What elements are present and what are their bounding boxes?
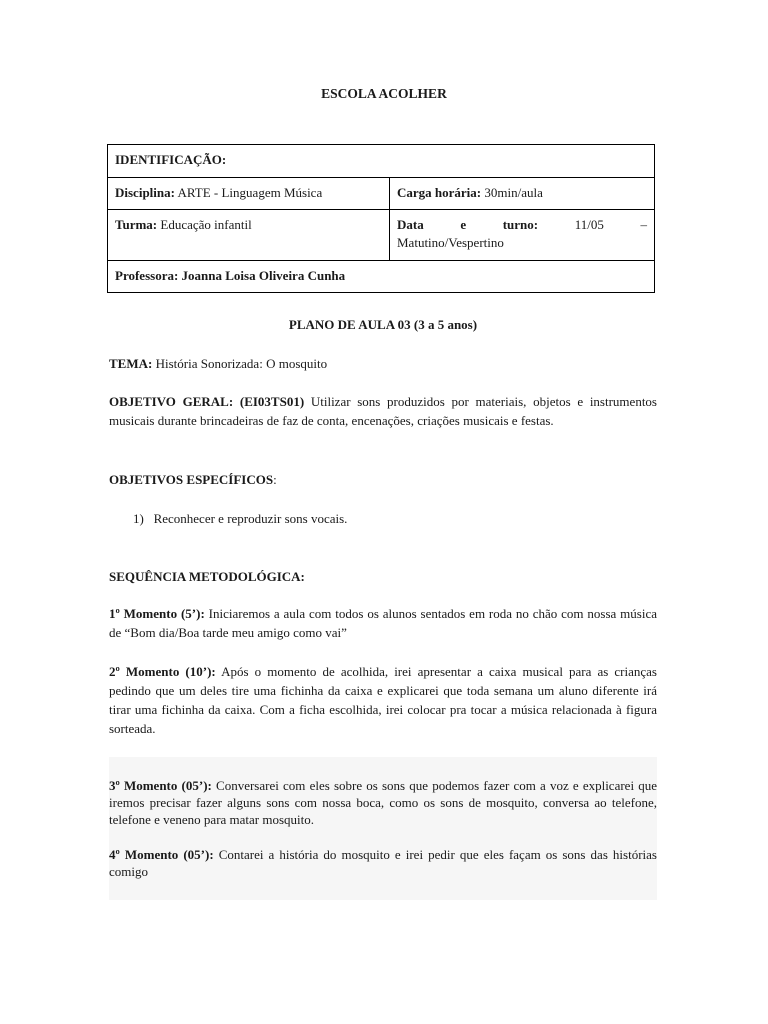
carga-value: 30min/aula [481, 185, 543, 200]
professora-cell [108, 261, 655, 293]
data-turno-cell [390, 210, 655, 261]
turno-value: Matutino/Vespertino [397, 235, 504, 250]
carga-horaria-cell [390, 178, 655, 210]
objetivos-especificos-title: OBJETIVOS ESPECÍFICOS: [109, 472, 277, 487]
turma-cell [108, 210, 390, 261]
objetivo-geral: OBJETIVO GERAL: (EI03TS01) Utilizar sons produzidos por materiais, objetos e instrumentos musicais durante brincadeiras de faz de conta, encenações, criações musicais e festas. [109, 394, 657, 428]
carga-label: Carga horária: [397, 185, 482, 200]
data-value: 11/05 [574, 217, 604, 232]
data-turno-line: Data e turno: 11/05 – [397, 217, 647, 232]
moment-4: 4º Momento (05’): Contarei a história do mosquito e irei pedir que eles façam os sons das histórias comigo [109, 847, 657, 879]
turma-value: Educação infantil [157, 217, 252, 232]
disciplina-cell [108, 178, 390, 210]
identification-header: IDENTIFICAÇÃO: [108, 145, 655, 178]
school-name: ESCOLA ACOLHER [321, 86, 447, 101]
sequencia-title: SEQUÊNCIA METODOLÓGICA: [109, 569, 305, 584]
moment-3: 3º Momento (05’): Conversarei com eles sobre os sons que podemos fazer com a voz e explicarei que iremos precisar fazer alguns sons com nossa boca, como os sons de mosquito, conversa ao telefone, telefone e veneno para matar mosquito. [109, 778, 657, 827]
plan-title: PLANO DE AULA 03 (3 a 5 anos) [288, 317, 478, 332]
moment-1: 1º Momento (5’): Iniciaremos a aula com todos os alunos sentados em roda no chão com nossa música de “Bom dia/Boa tarde meu amigo como vai” [109, 606, 657, 640]
turma-label: Turma: [115, 217, 158, 232]
disciplina-label: Disciplina: [115, 185, 175, 200]
disciplina-value: ARTE - Linguagem Música [174, 185, 323, 200]
identification-table [107, 144, 655, 293]
moment-2: 2º Momento (10’): Após o momento de acolhida, irei apresentar a caixa musical para as crianças pedindo que um deles tire uma fichinha da caixa e explicarei que toda semana um aluno diferente irá tirar uma fichinha da caixa. Com a ficha escolhida, irei colocar pra tocar a música relacionada à figura sorteada. [109, 664, 657, 736]
tema: TEMA: História Sonorizada: O mosquito [109, 356, 328, 371]
list-item: 1) Reconhecer e reproduzir sons vocais. [133, 511, 348, 526]
professora-name: Professora: Joanna Loisa Oliveira Cunha [115, 268, 346, 283]
